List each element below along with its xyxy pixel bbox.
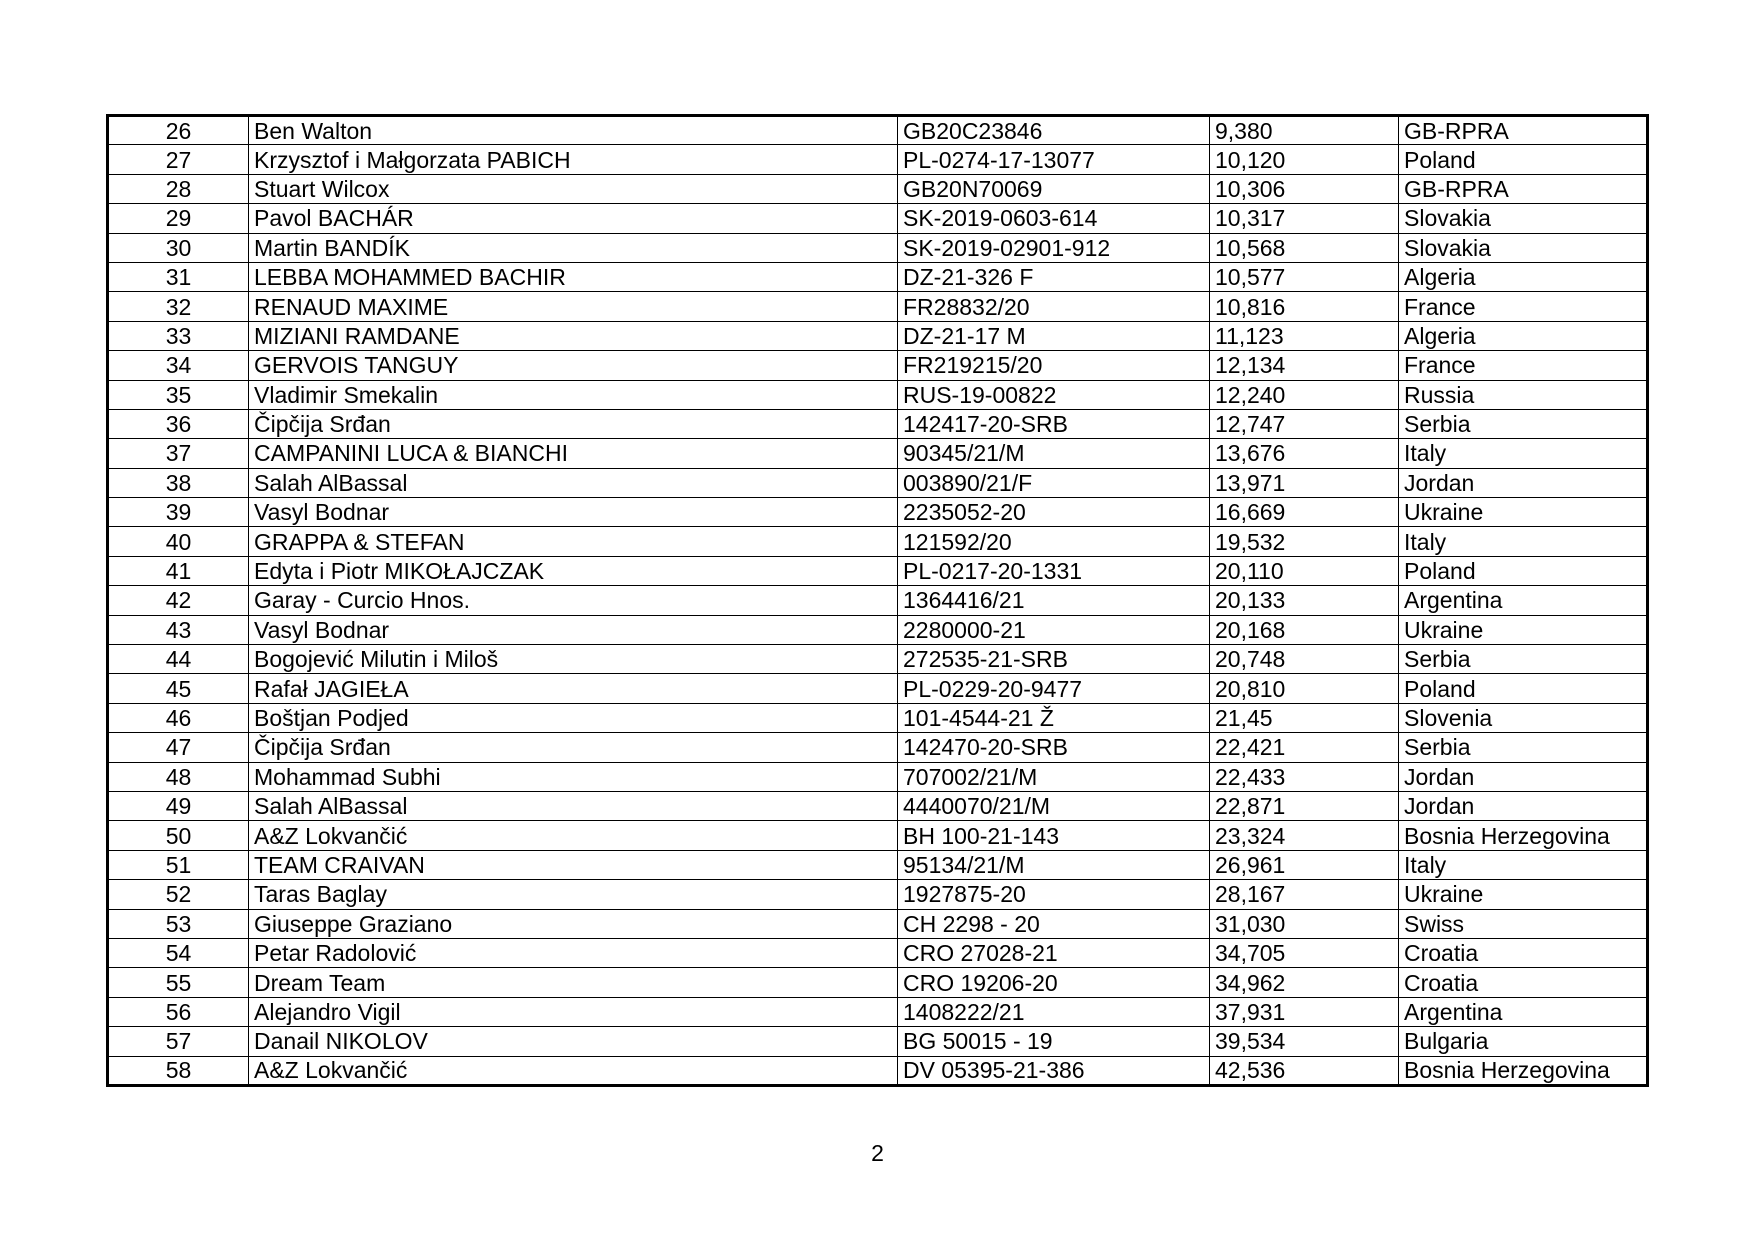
ring-number-cell: 2235052-20 (898, 498, 1210, 527)
table-row (108, 351, 1648, 380)
country-cell: Algeria (1399, 262, 1648, 291)
country-cell: France (1399, 351, 1648, 380)
country-cell: GB-RPRA (1399, 174, 1648, 203)
results-table-body (108, 116, 1648, 1086)
table-row (108, 439, 1648, 468)
country-cell: Jordan (1399, 468, 1648, 497)
country-cell: Ukraine (1399, 880, 1648, 909)
table-row (108, 645, 1648, 674)
country-cell: Serbia (1399, 733, 1648, 762)
value-cell: 12,747 (1210, 409, 1399, 438)
table-row (108, 380, 1648, 409)
name-cell: Krzysztof i Małgorzata PABICH (249, 145, 898, 174)
table-row (108, 997, 1648, 1026)
ring-number-cell: DZ-21-326 F (898, 262, 1210, 291)
rank-cell: 43 (108, 615, 249, 644)
table-row (108, 968, 1648, 997)
table-row (108, 409, 1648, 438)
name-cell: RENAUD MAXIME (249, 292, 898, 321)
country-cell: Swiss (1399, 909, 1648, 938)
ring-number-cell: PL-0229-20-9477 (898, 674, 1210, 703)
value-cell: 13,971 (1210, 468, 1399, 497)
name-cell: CAMPANINI LUCA & BIANCHI (249, 439, 898, 468)
name-cell: GERVOIS TANGUY (249, 351, 898, 380)
name-cell: Martin BANDÍK (249, 233, 898, 262)
value-cell: 22,421 (1210, 733, 1399, 762)
ring-number-cell: FR28832/20 (898, 292, 1210, 321)
country-cell: Jordan (1399, 791, 1648, 820)
country-cell: Italy (1399, 527, 1648, 556)
ring-number-cell: 90345/21/M (898, 439, 1210, 468)
name-cell: TEAM CRAIVAN (249, 850, 898, 879)
table-row (108, 586, 1648, 615)
table-row (108, 468, 1648, 497)
table-row (108, 909, 1648, 938)
ring-number-cell: SK-2019-02901-912 (898, 233, 1210, 262)
ring-number-cell: CH 2298 - 20 (898, 909, 1210, 938)
value-cell: 31,030 (1210, 909, 1399, 938)
table-row (108, 703, 1648, 732)
ring-number-cell: 1408222/21 (898, 997, 1210, 1026)
ring-number-cell: FR219215/20 (898, 351, 1210, 380)
table-row (108, 498, 1648, 527)
table-row (108, 292, 1648, 321)
name-cell: Alejandro Vigil (249, 997, 898, 1026)
ring-number-cell: RUS-19-00822 (898, 380, 1210, 409)
rank-cell: 44 (108, 645, 249, 674)
name-cell: Vasyl Bodnar (249, 615, 898, 644)
name-cell: A&Z Lokvančić (249, 821, 898, 850)
page-number: 2 (871, 1140, 884, 1166)
rank-cell: 27 (108, 145, 249, 174)
name-cell: Salah AlBassal (249, 468, 898, 497)
value-cell: 12,134 (1210, 351, 1399, 380)
table-row (108, 674, 1648, 703)
name-cell: Petar Radolović (249, 938, 898, 967)
value-cell: 12,240 (1210, 380, 1399, 409)
country-cell: Argentina (1399, 586, 1648, 615)
rank-cell: 46 (108, 703, 249, 732)
results-table (106, 114, 1649, 1087)
name-cell: Mohammad Subhi (249, 762, 898, 791)
ring-number-cell: 1364416/21 (898, 586, 1210, 615)
name-cell: Stuart Wilcox (249, 174, 898, 203)
name-cell: Rafał JAGIEŁA (249, 674, 898, 703)
name-cell: Pavol BACHÁR (249, 204, 898, 233)
value-cell: 10,306 (1210, 174, 1399, 203)
ring-number-cell: BH 100-21-143 (898, 821, 1210, 850)
ring-number-cell: 101-4544-21 Ž (898, 703, 1210, 732)
table-row (108, 762, 1648, 791)
value-cell: 20,168 (1210, 615, 1399, 644)
value-cell: 20,810 (1210, 674, 1399, 703)
value-cell: 13,676 (1210, 439, 1399, 468)
name-cell: Garay - Curcio Hnos. (249, 586, 898, 615)
table-row (108, 1027, 1648, 1056)
name-cell: Čipčija Srđan (249, 409, 898, 438)
ring-number-cell: PL-0274-17-13077 (898, 145, 1210, 174)
name-cell: Boštjan Podjed (249, 703, 898, 732)
ring-number-cell: 2280000-21 (898, 615, 1210, 644)
country-cell: Italy (1399, 439, 1648, 468)
country-cell: Croatia (1399, 968, 1648, 997)
ring-number-cell: 707002/21/M (898, 762, 1210, 791)
value-cell: 21,45 (1210, 703, 1399, 732)
country-cell: Bulgaria (1399, 1027, 1648, 1056)
value-cell: 28,167 (1210, 880, 1399, 909)
value-cell: 39,534 (1210, 1027, 1399, 1056)
table-row (108, 733, 1648, 762)
name-cell: Edyta i Piotr MIKOŁAJCZAK (249, 556, 898, 585)
rank-cell: 54 (108, 938, 249, 967)
country-cell: GB-RPRA (1399, 116, 1648, 145)
rank-cell: 35 (108, 380, 249, 409)
ring-number-cell: BG 50015 - 19 (898, 1027, 1210, 1056)
country-cell: Poland (1399, 556, 1648, 585)
rank-cell: 40 (108, 527, 249, 556)
ring-number-cell: DZ-21-17 M (898, 321, 1210, 350)
rank-cell: 42 (108, 586, 249, 615)
rank-cell: 48 (108, 762, 249, 791)
rank-cell: 55 (108, 968, 249, 997)
table-row (108, 821, 1648, 850)
country-cell: Ukraine (1399, 615, 1648, 644)
country-cell: France (1399, 292, 1648, 321)
ring-number-cell: 003890/21/F (898, 468, 1210, 497)
name-cell: Ben Walton (249, 116, 898, 145)
table-row (108, 527, 1648, 556)
rank-cell: 31 (108, 262, 249, 291)
country-cell: Bosnia Herzegovina (1399, 821, 1648, 850)
value-cell: 34,705 (1210, 938, 1399, 967)
country-cell: Slovakia (1399, 204, 1648, 233)
rank-cell: 26 (108, 116, 249, 145)
ring-number-cell: GB20C23846 (898, 116, 1210, 145)
country-cell: Poland (1399, 145, 1648, 174)
rank-cell: 39 (108, 498, 249, 527)
country-cell: Slovenia (1399, 703, 1648, 732)
rank-cell: 52 (108, 880, 249, 909)
rank-cell: 33 (108, 321, 249, 350)
value-cell: 22,871 (1210, 791, 1399, 820)
name-cell: MIZIANI RAMDANE (249, 321, 898, 350)
value-cell: 23,324 (1210, 821, 1399, 850)
name-cell: GRAPPA & STEFAN (249, 527, 898, 556)
ring-number-cell: 121592/20 (898, 527, 1210, 556)
rank-cell: 30 (108, 233, 249, 262)
rank-cell: 49 (108, 791, 249, 820)
table-row (108, 615, 1648, 644)
name-cell: LEBBA MOHAMMED BACHIR (249, 262, 898, 291)
name-cell: Taras Baglay (249, 880, 898, 909)
rank-cell: 29 (108, 204, 249, 233)
value-cell: 10,577 (1210, 262, 1399, 291)
rank-cell: 45 (108, 674, 249, 703)
ring-number-cell: CRO 27028-21 (898, 938, 1210, 967)
rank-cell: 53 (108, 909, 249, 938)
table-row (108, 174, 1648, 203)
table-row (108, 791, 1648, 820)
rank-cell: 28 (108, 174, 249, 203)
name-cell: Čipčija Srđan (249, 733, 898, 762)
table-row (108, 556, 1648, 585)
name-cell: Giuseppe Graziano (249, 909, 898, 938)
name-cell: Vladimir Smekalin (249, 380, 898, 409)
country-cell: Algeria (1399, 321, 1648, 350)
value-cell: 10,317 (1210, 204, 1399, 233)
ring-number-cell: CRO 19206-20 (898, 968, 1210, 997)
ring-number-cell: 272535-21-SRB (898, 645, 1210, 674)
rank-cell: 50 (108, 821, 249, 850)
name-cell: Bogojević Milutin i Miloš (249, 645, 898, 674)
country-cell: Argentina (1399, 997, 1648, 1026)
ring-number-cell: PL-0217-20-1331 (898, 556, 1210, 585)
ring-number-cell: 95134/21/M (898, 850, 1210, 879)
rank-cell: 58 (108, 1056, 249, 1085)
value-cell: 10,120 (1210, 145, 1399, 174)
rank-cell: 37 (108, 439, 249, 468)
country-cell: Italy (1399, 850, 1648, 879)
rank-cell: 32 (108, 292, 249, 321)
table-row (108, 233, 1648, 262)
ring-number-cell: 142470-20-SRB (898, 733, 1210, 762)
table-row (108, 145, 1648, 174)
table-row (108, 116, 1648, 145)
value-cell: 9,380 (1210, 116, 1399, 145)
ring-number-cell: SK-2019-0603-614 (898, 204, 1210, 233)
country-cell: Slovakia (1399, 233, 1648, 262)
value-cell: 22,433 (1210, 762, 1399, 791)
name-cell: Vasyl Bodnar (249, 498, 898, 527)
ring-number-cell: GB20N70069 (898, 174, 1210, 203)
country-cell: Ukraine (1399, 498, 1648, 527)
value-cell: 19,532 (1210, 527, 1399, 556)
country-cell: Croatia (1399, 938, 1648, 967)
name-cell: Salah AlBassal (249, 791, 898, 820)
country-cell: Jordan (1399, 762, 1648, 791)
ring-number-cell: DV 05395-21-386 (898, 1056, 1210, 1085)
table-row (108, 938, 1648, 967)
rank-cell: 41 (108, 556, 249, 585)
rank-cell: 36 (108, 409, 249, 438)
value-cell: 20,748 (1210, 645, 1399, 674)
table-row (108, 1056, 1648, 1085)
value-cell: 37,931 (1210, 997, 1399, 1026)
table-row (108, 262, 1648, 291)
rank-cell: 51 (108, 850, 249, 879)
value-cell: 16,669 (1210, 498, 1399, 527)
value-cell: 42,536 (1210, 1056, 1399, 1085)
country-cell: Bosnia Herzegovina (1399, 1056, 1648, 1085)
ring-number-cell: 142417-20-SRB (898, 409, 1210, 438)
country-cell: Serbia (1399, 409, 1648, 438)
value-cell: 11,123 (1210, 321, 1399, 350)
value-cell: 20,110 (1210, 556, 1399, 585)
table-row (108, 850, 1648, 879)
rank-cell: 34 (108, 351, 249, 380)
ring-number-cell: 4440070/21/M (898, 791, 1210, 820)
ring-number-cell: 1927875-20 (898, 880, 1210, 909)
country-cell: Russia (1399, 380, 1648, 409)
name-cell: Danail NIKOLOV (249, 1027, 898, 1056)
value-cell: 20,133 (1210, 586, 1399, 615)
table-row (108, 880, 1648, 909)
rank-cell: 57 (108, 1027, 249, 1056)
table-row (108, 321, 1648, 350)
rank-cell: 38 (108, 468, 249, 497)
rank-cell: 56 (108, 997, 249, 1026)
value-cell: 10,816 (1210, 292, 1399, 321)
table-row (108, 204, 1648, 233)
name-cell: A&Z Lokvančić (249, 1056, 898, 1085)
rank-cell: 47 (108, 733, 249, 762)
country-cell: Serbia (1399, 645, 1648, 674)
value-cell: 10,568 (1210, 233, 1399, 262)
country-cell: Poland (1399, 674, 1648, 703)
value-cell: 26,961 (1210, 850, 1399, 879)
name-cell: Dream Team (249, 968, 898, 997)
value-cell: 34,962 (1210, 968, 1399, 997)
